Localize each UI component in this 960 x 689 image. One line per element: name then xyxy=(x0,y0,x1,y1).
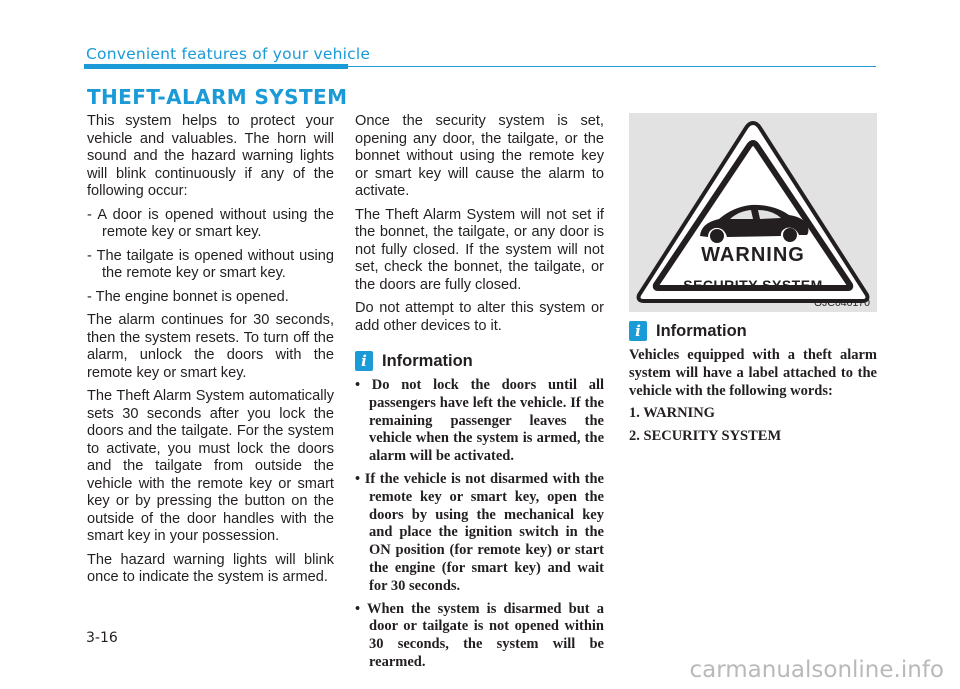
list-item: • When the system is disarmed but a door or tailgate is not opened within 30 seconds, the system will be rearmed. xyxy=(355,600,604,670)
info-icon: i xyxy=(629,321,647,341)
paragraph: Vehicles equipped with a theft alarm system will have a label attached to the vehicle with the following words: xyxy=(629,347,877,399)
list-item: - The engine bonnet is opened. xyxy=(87,288,289,305)
column-1 xyxy=(87,113,334,593)
paragraph: Once the security system is set, opening any door, the tailgate, or the bonnet without using the remote key or smart key will cause the alarm to activate. xyxy=(355,113,604,199)
warning-label-text: WARNING xyxy=(701,244,805,266)
list-item: 1. WARNING xyxy=(629,405,715,422)
paragraph: Do not attempt to alter this system or add other devices to it. xyxy=(355,300,604,334)
header-rule xyxy=(348,66,876,67)
list-item: - A door is opened without using the remote key or smart key. xyxy=(87,206,334,240)
information-title: Information xyxy=(656,321,747,340)
paragraph: The alarm continues for 30 seconds, then the system resets. To turn off the alarm, unlock the doors with the remote key or smart key. xyxy=(87,312,334,381)
list-item: • Do not lock the doors until all passengers have left the vehicle. If the remaining passenger leaves the vehicle when the system is armed, the alarm will be activated. xyxy=(355,377,604,465)
paragraph: The Theft Alarm System automatically sets 30 seconds after you lock the doors and the tailgate. For the system to activate, you must lock the doors and the tailgate from outside the vehicle with the remote key or smart key or by pressing the button on the outside of the door handles with the smart key in your possession. xyxy=(87,388,334,544)
list-item: 2. SECURITY SYSTEM xyxy=(629,428,782,445)
information-list xyxy=(355,377,604,672)
paragraph: The Theft Alarm System will not set if the bonnet, the tailgate, or any door is not fully closed. If the system will not set, check the bonnet, the tailgate, or the doors are fully closed. xyxy=(355,206,604,293)
security-label-figure xyxy=(629,113,877,312)
information-title: Information xyxy=(382,351,473,370)
watermark: carmanualsonline.info xyxy=(689,657,944,683)
info-icon: i xyxy=(355,351,373,371)
figure-code: OJC040170 xyxy=(813,297,870,309)
section-label: Convenient features of your vehicle xyxy=(86,45,371,63)
security-system-label-text: SECURITY SYSTEM xyxy=(683,277,823,293)
paragraph: The hazard warning lights will blink once to indicate the system is armed. xyxy=(87,551,334,585)
information-body xyxy=(629,347,877,446)
information-heading xyxy=(629,321,877,341)
list-item: • If the vehicle is not disarmed with the remote key or smart key, open the doors by using the mechanical key and place the ignition switch in the ON position (for remote key) or start the engine (for smart key) and wait for 30 seconds. xyxy=(355,470,604,594)
column-3 xyxy=(629,113,877,451)
column-2 xyxy=(355,113,604,677)
header-bar xyxy=(84,64,348,69)
page-number: 3-16 xyxy=(86,630,118,646)
list-item: - The tailgate is opened without using the remote key or smart key. xyxy=(87,247,334,281)
information-heading xyxy=(355,351,604,371)
intro-paragraph: This system helps to protect your vehicle and valuables. The horn will sound and the hazard warning lights will blink continuously if any of the following occur: xyxy=(87,113,334,199)
page-title: THEFT-ALARM SYSTEM xyxy=(87,85,348,109)
